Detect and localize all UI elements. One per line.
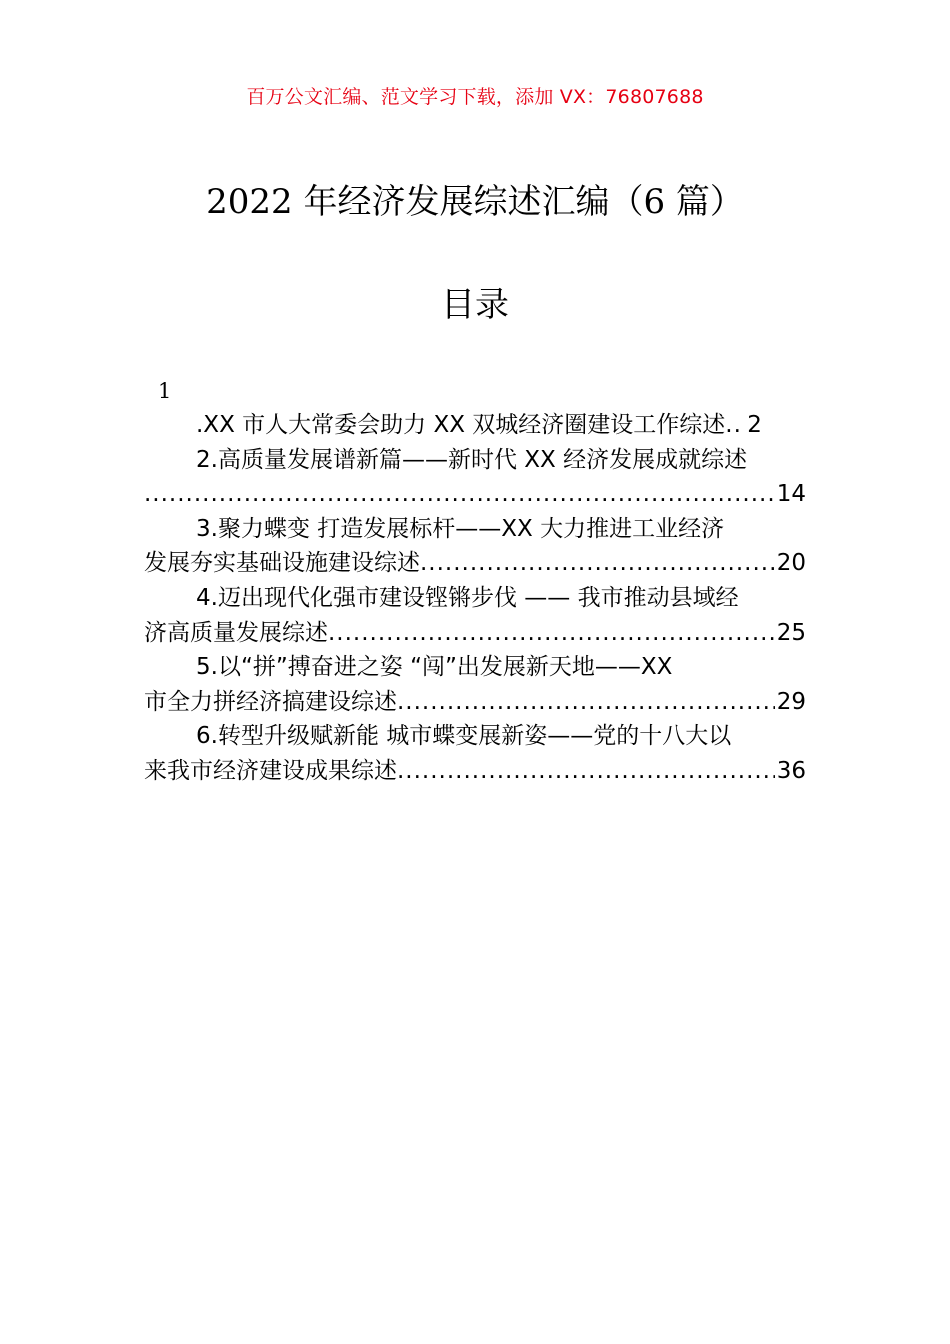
- toc-entry-line: [144, 546, 806, 581]
- table-of-contents: [144, 408, 806, 789]
- toc-entry[interactable]: [144, 719, 806, 788]
- toc-entry-title: 2.高质量发展谱新篇——新时代 XX 经济发展成就综述: [196, 446, 748, 473]
- stray-page-number: 1: [158, 379, 172, 403]
- toc-entry-line: [144, 408, 858, 443]
- toc-entry[interactable]: [144, 443, 806, 512]
- toc-entry-title: 4.迈出现代化强市建设铿锵步伐 —— 我市推动县域经: [196, 584, 739, 611]
- toc-entry[interactable]: [144, 650, 806, 719]
- toc-entry-title: 6.转型升级赋新能 城市蝶变展新姿——党的十八大以: [196, 723, 732, 750]
- toc-page-number: 20: [776, 550, 806, 577]
- toc-leader-dots: [725, 408, 739, 443]
- toc-page-number: 36: [776, 757, 806, 784]
- toc-entry-line: [144, 477, 806, 512]
- toc-leader-dots: [397, 754, 775, 789]
- toc-entry-title: 5.以“拼”搏奋进之姿 “闯”出发展新天地——XX: [196, 654, 673, 681]
- toc-entry-line: [144, 616, 806, 651]
- toc-entry-title-cont: 济高质量发展综述: [144, 619, 328, 646]
- promo-header: 百万公文汇编、范文学习下载，添加 VX：76807688: [246, 86, 704, 108]
- toc-leader-dots: [144, 477, 775, 512]
- toc-entry-line: [144, 685, 806, 720]
- toc-entry-title-cont: 发展夯实基础设施建设综述: [144, 550, 420, 577]
- document-title: 2022 年经济发展综述汇编（6 篇）: [206, 182, 744, 222]
- toc-heading: 目录: [441, 285, 509, 325]
- toc-entry-line: [144, 754, 806, 789]
- toc-leader-dots: [328, 616, 775, 651]
- toc-leader-dots: [420, 546, 775, 581]
- toc-entry[interactable]: [144, 512, 806, 581]
- toc-entry[interactable]: [144, 581, 806, 650]
- toc-page-number: 25: [776, 619, 806, 646]
- toc-entry-title-cont: 市全力拼经济搞建设综述: [144, 688, 397, 715]
- toc-entry[interactable]: [144, 408, 806, 443]
- toc-page-number: 29: [776, 688, 806, 715]
- toc-entry-title: 3.聚力蝶变 打造发展标杆——XX 大力推进工业经济: [196, 515, 725, 542]
- toc-entry-title: .XX 市人大常委会助力 XX 双城经济圈建设工作综述: [196, 412, 726, 438]
- toc-entry-title-cont: 来我市经济建设成果综述: [144, 757, 397, 784]
- toc-page-number: 14: [776, 481, 806, 508]
- toc-leader-dots: [397, 685, 775, 720]
- toc-page-number: 2: [747, 412, 762, 438]
